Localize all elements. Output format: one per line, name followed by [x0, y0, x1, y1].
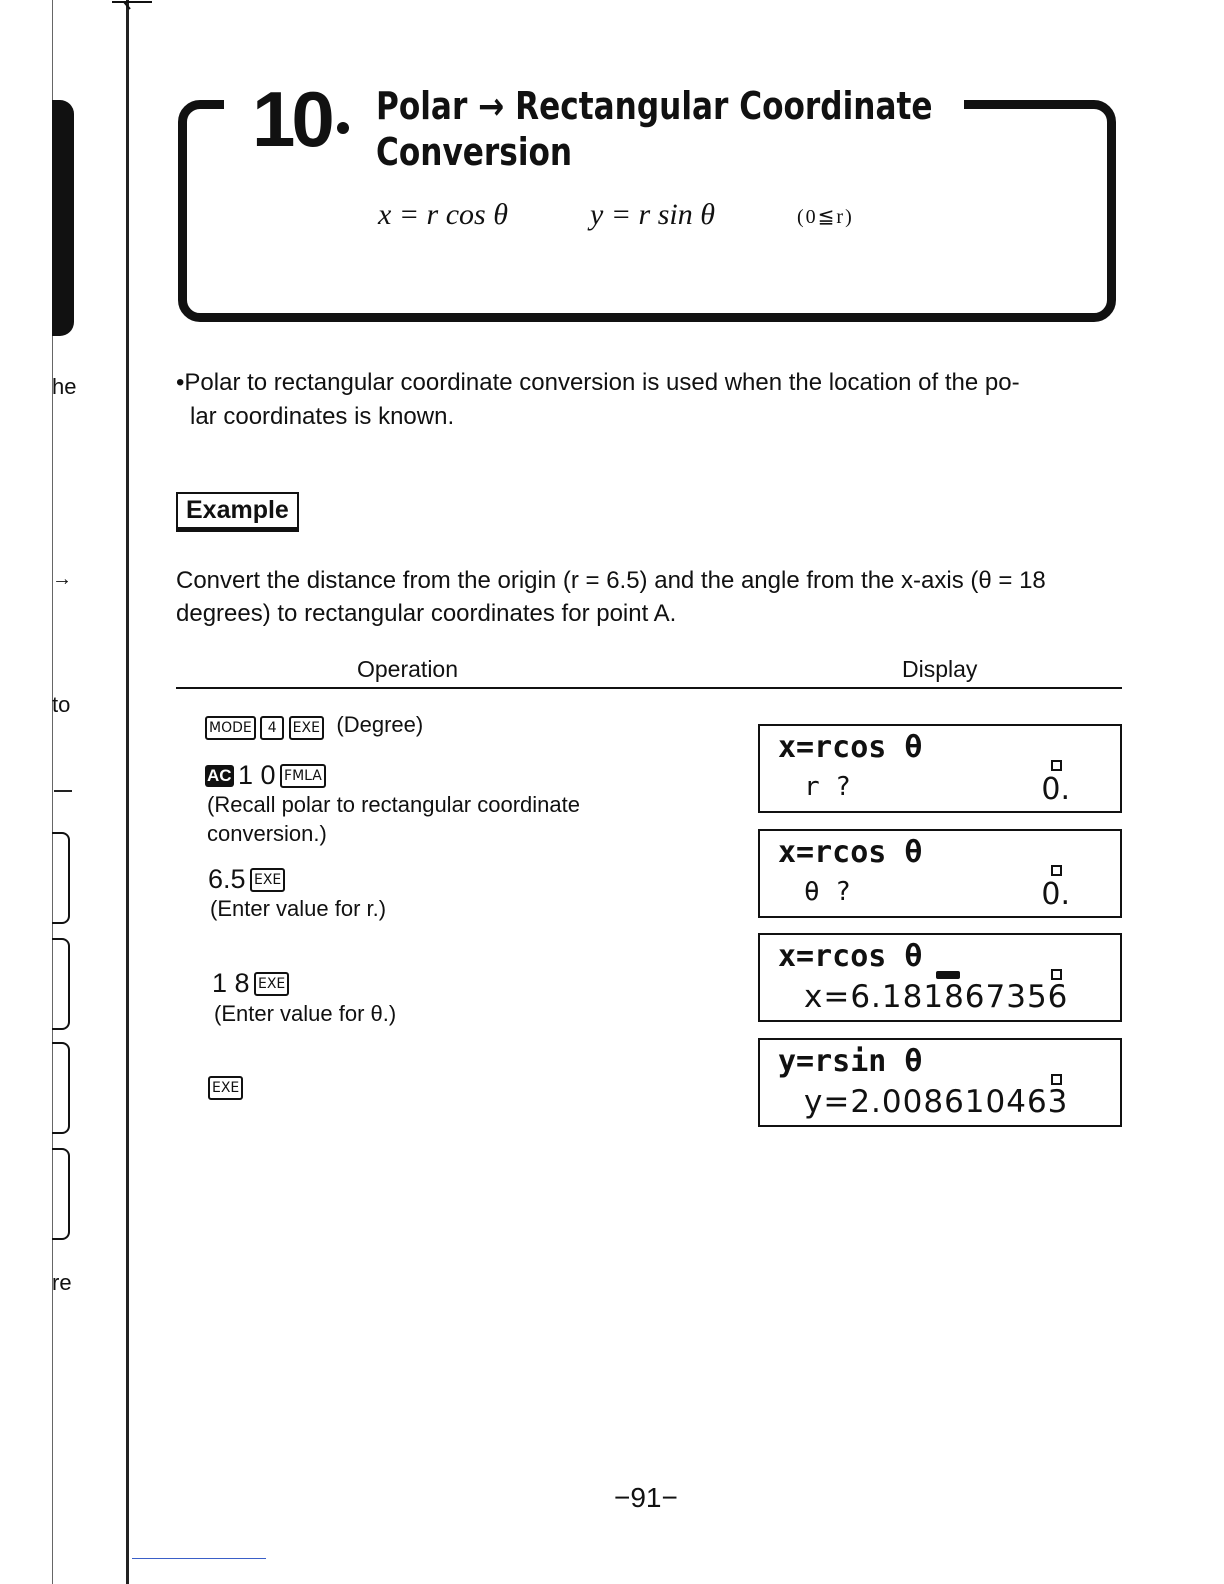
page-number: −91− — [614, 1482, 678, 1513]
display-prompt: θ ? — [804, 877, 851, 907]
display-formula: y=rsin θ — [778, 1044, 923, 1079]
key-4: 4 — [260, 716, 284, 740]
edge-tab — [52, 1042, 70, 1134]
operation-digits: 1 0 — [238, 760, 276, 790]
chapter-title-line2: Conversion — [376, 130, 573, 174]
operation-digits: 6.5 — [208, 864, 246, 894]
display-column-header: Display — [902, 656, 978, 682]
calculator-display-3 — [758, 933, 1122, 1022]
edge-mark — [54, 790, 72, 792]
display-formula: x=rcos θ — [778, 939, 923, 974]
display-indicator-icon — [1051, 865, 1062, 876]
exe-key: EXE — [254, 972, 289, 996]
edge-tab-black — [52, 100, 74, 336]
formula-x: x = r cos θ — [378, 198, 508, 231]
display-result: x=6.181867356 — [804, 979, 1069, 1015]
operation-step-3 — [208, 864, 285, 895]
margin-fragment-re: re — [52, 1270, 72, 1295]
operation-step-1 — [205, 710, 423, 740]
operation-step-4 — [212, 968, 289, 999]
operation-note: (Degree) — [336, 712, 424, 737]
display-indicator-icon — [1051, 760, 1062, 771]
exe-key: EXE — [250, 868, 285, 892]
operation-digits: 1 8 — [212, 968, 250, 998]
operation-note: (Enter value for r.) — [210, 896, 387, 921]
exe-key: EXE — [289, 716, 324, 740]
edge-tab — [52, 938, 70, 1030]
formula-y: y = r sin θ — [590, 198, 715, 231]
edge-tab — [52, 832, 70, 924]
display-value: 0. — [1041, 877, 1070, 912]
disp-indicator-icon — [936, 971, 960, 979]
operation-note: conversion.) — [207, 821, 327, 846]
operation-note: (Enter value for θ.) — [214, 1001, 397, 1026]
example-line2: degrees) to rectangular coordinates for point A. — [176, 600, 677, 627]
chapter-title-line1: Polar → Rectangular Coordinate — [376, 84, 933, 128]
display-value: 0. — [1041, 772, 1070, 807]
margin-fragment-to: to — [52, 692, 71, 717]
exe-key: EXE — [208, 1076, 243, 1100]
display-formula: x=rcos θ — [778, 835, 923, 870]
mode-key: MODE — [205, 716, 256, 740]
calculator-display-1 — [758, 724, 1122, 813]
operation-step-5 — [208, 1076, 243, 1100]
formula-condition: (0≦r) — [797, 206, 854, 228]
display-prompt: r ? — [804, 772, 851, 802]
operation-column-header: Operation — [357, 656, 459, 682]
operation-step-2 — [205, 760, 326, 791]
calculator-display-4 — [758, 1038, 1122, 1127]
calculator-display-2 — [758, 829, 1122, 918]
display-formula: x=rcos θ — [778, 730, 923, 765]
intro-line2: lar coordinates is known. — [190, 403, 455, 430]
footer-line — [132, 1558, 266, 1559]
example-line1: Convert the distance from the origin (r = 6.5) and the angle from the x-axis (θ = 18 — [176, 567, 1046, 594]
display-result: y=2.008610463 — [804, 1084, 1069, 1120]
margin-fragment-he: he — [52, 374, 77, 399]
binding-line — [126, 0, 129, 1584]
intro-line1: •Polar to rectangular coordinate conversion is used when the location of the po- — [176, 369, 1020, 396]
example-label: Example — [176, 492, 299, 532]
chapter-number: 10 — [252, 75, 331, 163]
margin-fragment-arrow: → — [52, 568, 72, 590]
chapter-number-dot — [337, 122, 349, 134]
operation-note: (Recall polar to rectangular coordinate — [207, 792, 580, 817]
fmla-key: FMLA — [280, 764, 326, 788]
edge-tab — [52, 1148, 70, 1240]
binding-corner-mark — [112, 0, 152, 10]
ac-key: AC — [207, 765, 232, 785]
header-rule — [176, 687, 1122, 689]
